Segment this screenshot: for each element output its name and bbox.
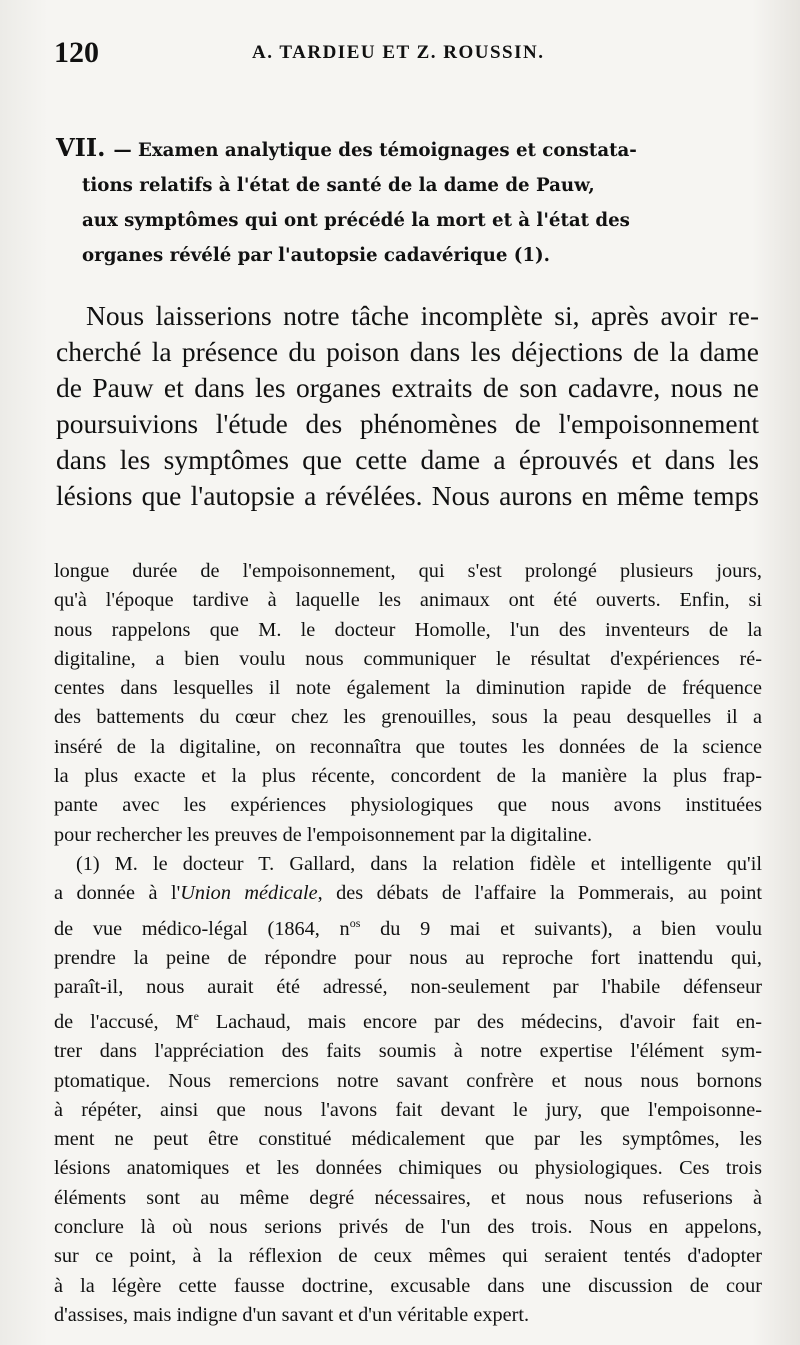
small-print-block (54, 557, 762, 1330)
journal-title: Union médicale (180, 882, 318, 905)
heading-line: aux symptômes qui ont précédé la mort et à l'état des (82, 210, 630, 231)
continuation-line: qu'à l'époque tardive à laquelle les animaux ont été ouverts. Enfin, si (54, 589, 762, 612)
footnote-line: à répéter, ainsi que nous l'avons fait devant le jury, que l'empoisonne- (54, 1098, 762, 1121)
footnote-line: (1) M. le docteur T. Gallard, dans la relation fidèle et intelligente qu'il (76, 852, 762, 875)
footnote-line: paraît-il, nous aurait été adressé, non-seulement par l'habile défenseur (54, 975, 762, 998)
footnote-line: a donnée à l'Union médicale, des débats de l'affaire la Pommerais, au point (54, 882, 762, 905)
heading-line: organes révélé par l'autopsie cadavérique (1). (82, 245, 550, 266)
body-line: lésions que l'autopsie a révélées. Nous aurons en même temps (56, 480, 759, 511)
footnote-line: conclure là où nous serions privés de l'un des trois. Nous en appelons, (54, 1216, 762, 1239)
continuation-line: inséré de la digitaline, on reconnaîtra que toutes les données de la science (54, 735, 762, 758)
footnote-line: prendre la peine de répondre pour nous au reproche fort inattendu qui, (54, 946, 762, 969)
footnote-line: de l'accusé, Me Lachaud, mais encore par des médecins, d'avoir fait en- (54, 1009, 763, 1033)
continuation-line: pante avec les expériences physiologiques que nous avons instituées (54, 794, 762, 817)
continuation-line: digitaline, a bien voulu nous communiquer le résultat d'expériences ré- (54, 647, 762, 670)
heading-line: tions relatifs à l'état de santé de la dame de Pauw, (82, 175, 595, 196)
section-heading (56, 130, 756, 273)
continuation-line: pour rechercher les preuves de l'empoisonnement par la digitaline. (54, 823, 593, 846)
continuation-line: la plus exacte et la plus récente, concordent de la manière la plus frap- (54, 765, 762, 788)
continuation-line: nous rappelons que M. le docteur Homolle, l'un des inventeurs de la (54, 618, 762, 641)
body-paragraph (56, 298, 759, 514)
body-line: cherché la présence du poison dans les déjections de la dame (56, 336, 759, 367)
body-line: poursuivions l'étude des phénomènes de l'empoisonnement (56, 408, 759, 439)
footnote-line: lésions anatomiques et les données chimiques ou physiologiques. Ces trois (54, 1157, 762, 1180)
footnote-line: sur ce point, à la réflexion de ceux mêmes qui seraient tentés d'adopter (54, 1245, 762, 1268)
footnote-line: d'assises, mais indigne d'un savant et d'un véritable expert. (54, 1303, 530, 1326)
continuation-line: centes dans lesquelles il note également la diminution rapide de fréquence (54, 677, 762, 700)
running-header (54, 36, 754, 76)
footnote-line: trer dans l'appréciation des faits soumis à notre expertise l'élément sym- (54, 1040, 762, 1063)
continuation-line: des battements du cœur chez les grenouilles, sous la peau desquelles il a (54, 706, 762, 729)
page-number: 120 (54, 36, 99, 69)
footnote-line: éléments sont au même degré nécessaires, et nous nous refuserions à (54, 1186, 762, 1209)
footnote-line: de vue médico-légal (1864, $n^{os}$ du 9 mai et suivants), a bien voulu (54, 915, 762, 940)
body-line: dans les symptômes que cette dame a éprouvés et dans les (56, 444, 759, 475)
footnote-line: ment ne peut être constitué médicalement que par les symptômes, les (54, 1128, 762, 1151)
continuation-line: longue durée de l'empoisonnement, qui s'est prolongé plusieurs jours, (54, 560, 762, 582)
body-line: Nous laisserions notre tâche incomplète si, après avoir re- (86, 300, 759, 331)
body-line: de Pauw et dans les organes extraits de son cadavre, nous ne (56, 372, 759, 403)
section-numeral: VII. (56, 133, 106, 162)
footnote-line: ptomatique. Nous remercions notre savant confrère et nous nous bornons (54, 1069, 762, 1092)
heading-line: VII. — Examen analytique des témoignages et constata- (56, 133, 637, 162)
running-title: A. TARDIEU ET Z. ROUSSIN. (252, 42, 545, 63)
footnote-line: à la légère cette fausse doctrine, excusable dans une discussion de cour (54, 1274, 762, 1297)
